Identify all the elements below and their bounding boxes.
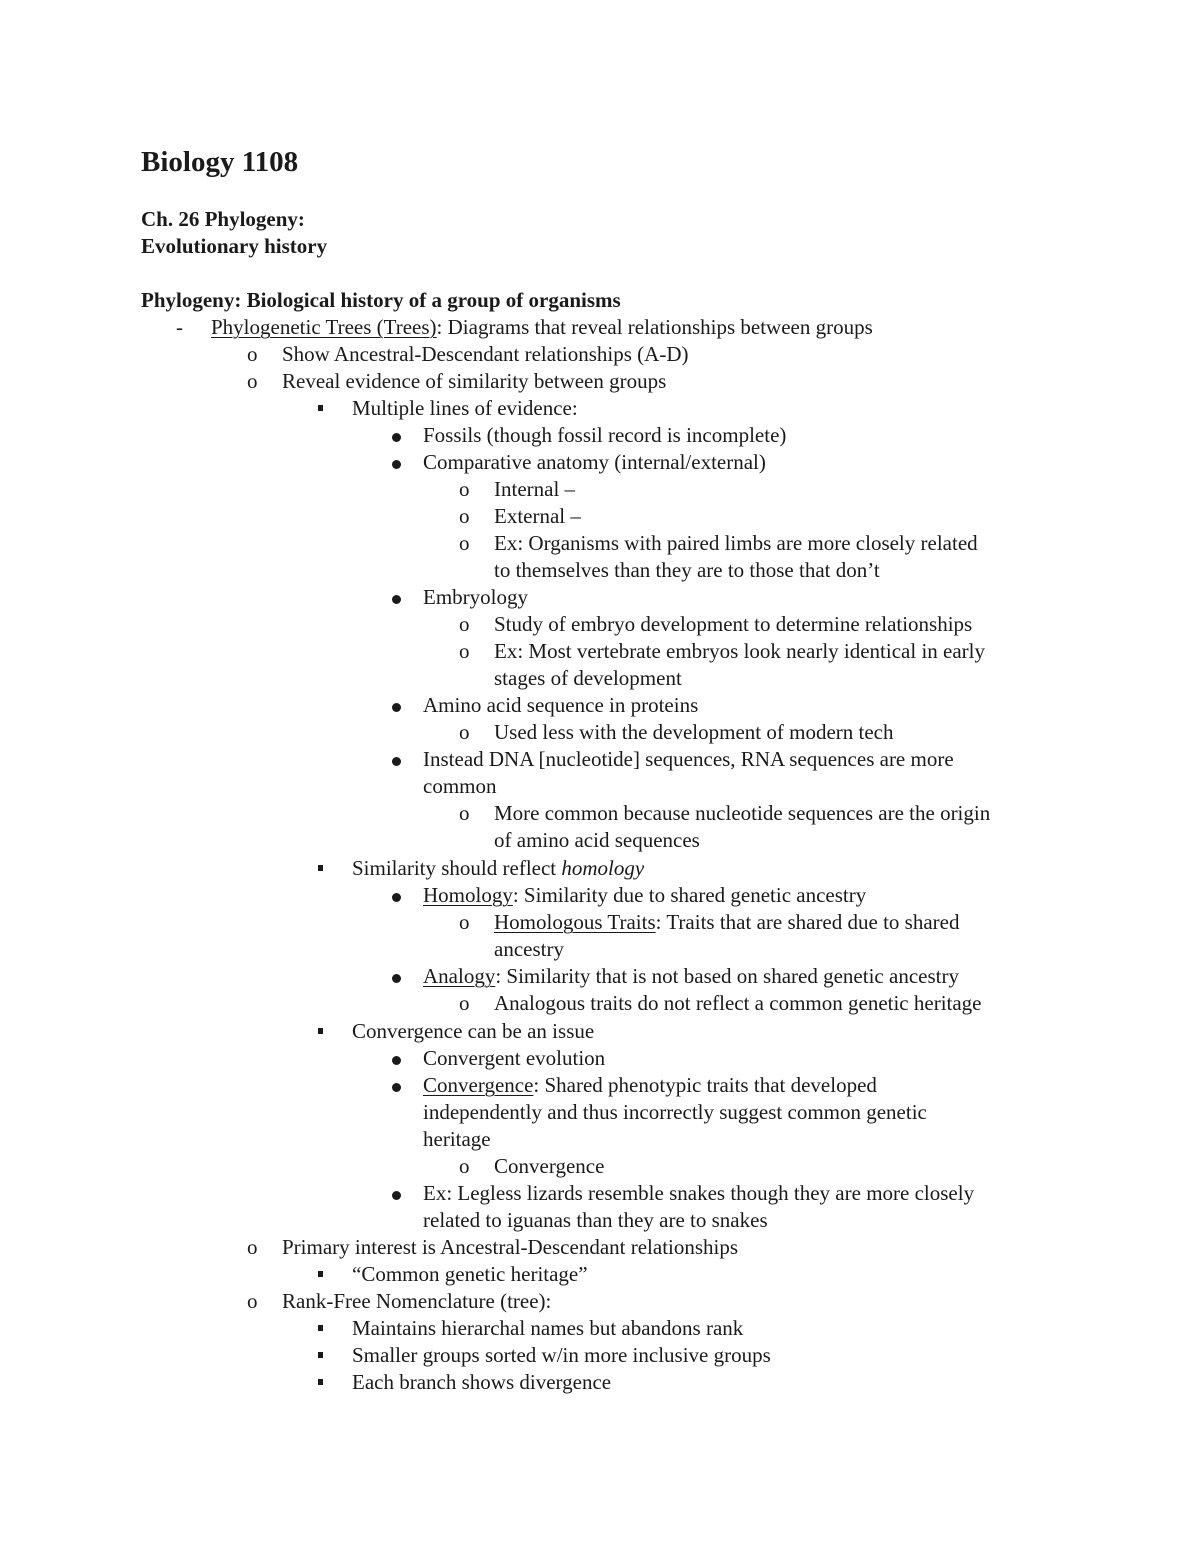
list-item-ex-lizards-cont: related to iguanas than they are to snakes [423,1208,768,1232]
list-item-multiple: Multiple lines of evidence: [352,396,578,420]
circle-bullet: o [247,1235,258,1259]
term-homology: Homology [423,883,513,907]
circle-bullet: o [459,991,470,1015]
dot-bullet [392,595,401,604]
square-bullet [318,405,323,411]
circle-bullet: o [459,531,470,555]
list-item-analogy: Analogy: Similarity that is not based on shared genetic ancestry [423,964,959,988]
dash-bullet: - [176,315,183,339]
square-bullet [318,1028,323,1034]
circle-bullet: o [459,612,470,636]
square-bullet [318,1271,323,1277]
dot-bullet [392,1191,401,1200]
dot-bullet [392,1056,401,1065]
list-item-convergence-cont: heritage [423,1127,491,1151]
chapter-subtitle: Evolutionary history [141,234,328,258]
list-item-more-common-cont: of amino acid sequences [494,828,700,852]
list-item-ex-lizards: Ex: Legless lizards resemble snakes though they are more closely [423,1181,975,1205]
list-item-smaller: Smaller groups sorted w/in more inclusive groups [352,1343,771,1367]
term-convergence: Convergence [423,1073,534,1097]
dot-bullet [392,460,401,469]
list-item-convergence-cont: independently and thus incorrectly suggest common genetic [423,1100,927,1124]
document-title: Biology 1108 [141,146,299,178]
square-bullet [318,1379,323,1385]
dot-bullet [392,974,401,983]
list-item-primary: Primary interest is Ancestral-Descendant relationships [282,1235,739,1259]
list-item-common-heritage: “Common genetic heritage” [352,1262,588,1286]
list-item-instead: Instead DNA [nucleotide] sequences, RNA sequences are more [423,747,954,771]
square-bullet [318,865,323,871]
list-item-study-embryo: Study of embryo development to determine relationships [494,612,973,636]
list-item-fossils: Fossils (though fossil record is incomplete) [423,423,787,447]
list-item-reveal: Reveal evidence of similarity between groups [282,369,667,393]
list-item-amino: Amino acid sequence in proteins [423,693,699,717]
circle-bullet: o [247,342,258,366]
list-item-instead-cont: common [423,774,497,798]
list-item-ex-limbs-cont: to themselves than they are to those that don’t [494,558,880,582]
circle-bullet: o [459,639,470,663]
list-item-similarity: Similarity should reflect homology [352,856,645,880]
list-item-used-less: Used less with the development of modern tech [494,720,894,744]
list-item-maintains: Maintains hierarchal names but abandons rank [352,1316,744,1340]
list-item-ex-limbs: Ex: Organisms with paired limbs are more closely related [494,531,978,555]
chapter-heading: Ch. 26 Phylogeny: [141,207,305,231]
list-item-external: External – [494,504,581,528]
list-item-convergence-issue: Convergence can be an issue [352,1019,595,1043]
square-bullet [318,1352,323,1358]
list-item-homology: Homology: Similarity due to shared genetic ancestry [423,883,867,907]
circle-bullet: o [459,1154,470,1178]
list-item-homologous: Homologous Traits: Traits that are shared due to shared [494,910,960,934]
dot-bullet [392,703,401,712]
list-item-homologous-cont: ancestry [494,937,564,961]
list-item-embryology: Embryology [423,585,528,609]
circle-bullet: o [459,504,470,528]
list-item-convergence: Convergence: Shared phenotypic traits that developed [423,1073,877,1097]
list-item-rank-free: Rank-Free Nomenclature (tree): [282,1289,552,1313]
list-item-ex-embryo-cont: stages of development [494,666,682,690]
dot-bullet [392,433,401,442]
list-item-convergence-sub: Convergence [494,1154,605,1178]
circle-bullet: o [247,369,258,393]
list-item-show-ad: Show Ancestral-Descendant relationships (A-D) [282,342,689,366]
circle-bullet: o [459,720,470,744]
list-item-each-branch: Each branch shows divergence [352,1370,612,1394]
emphasis-homology: homology [561,856,645,880]
term-phylogenetic-trees: Phylogenetic Trees (Trees) [211,315,437,339]
list-item-comparative: Comparative anatomy (internal/external) [423,450,766,474]
dot-bullet [392,893,401,902]
term-homologous-traits: Homologous Traits [494,910,656,934]
circle-bullet: o [247,1289,258,1313]
dot-bullet [392,757,401,766]
list-item-more-common: More common because nucleotide sequences are the origin [494,801,991,825]
circle-bullet: o [459,801,470,825]
list-item-convergent-evo: Convergent evolution [423,1046,606,1070]
term-analogy: Analogy [423,964,496,988]
dot-bullet [392,1083,401,1092]
square-bullet [318,1325,323,1331]
list-item-ex-embryo: Ex: Most vertebrate embryos look nearly identical in early [494,639,986,663]
list-item-internal: Internal – [494,477,576,501]
circle-bullet: o [459,477,470,501]
list-item-analogous: Analogous traits do not reflect a common genetic heritage [494,991,982,1015]
section-heading: Phylogeny: Biological history of a group of organisms [141,288,621,312]
circle-bullet: o [459,910,470,934]
list-item-trees: Phylogenetic Trees (Trees): Diagrams that reveal relationships between groups [211,315,873,339]
